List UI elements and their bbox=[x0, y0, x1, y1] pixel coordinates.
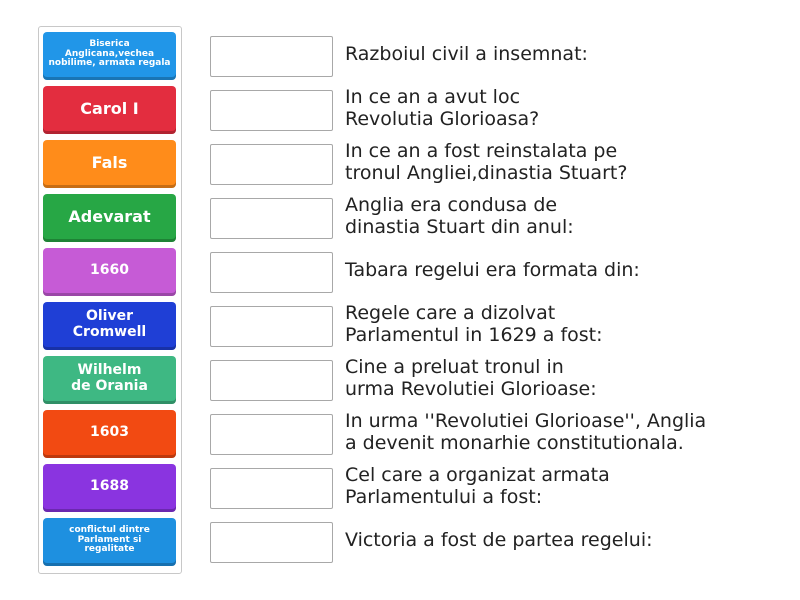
question-line-2: Revolutia Glorioasa? bbox=[345, 108, 540, 130]
question-text bbox=[345, 354, 785, 402]
answer-label: Fals bbox=[91, 152, 128, 172]
question-line-1: In ce an a avut loc bbox=[345, 86, 521, 108]
answer-label: conflictul dintre Parlament si regalitate bbox=[69, 524, 150, 555]
answer-label: Oliver Cromwell bbox=[72, 307, 147, 340]
answer-card[interactable] bbox=[43, 194, 176, 242]
answer-card[interactable] bbox=[43, 140, 176, 188]
answer-card[interactable] bbox=[43, 32, 176, 80]
drop-slot[interactable] bbox=[210, 90, 333, 131]
answer-label: Adevarat bbox=[68, 206, 151, 226]
answer-card[interactable] bbox=[43, 248, 176, 296]
answer-card[interactable] bbox=[43, 356, 176, 404]
drop-slot[interactable] bbox=[210, 468, 333, 509]
question-line-2: a devenit monarhie constitutionala. bbox=[345, 432, 684, 454]
drop-slot[interactable] bbox=[210, 144, 333, 185]
question-line-1: Razboiul civil a insemnat: bbox=[345, 43, 588, 65]
question-text bbox=[345, 516, 785, 564]
answer-label: Wilhelm de Orania bbox=[71, 361, 148, 394]
answer-label: 1660 bbox=[90, 261, 129, 278]
answer-card[interactable] bbox=[43, 464, 176, 512]
question-line-2: dinastia Stuart din anul: bbox=[345, 216, 574, 238]
drop-slot[interactable] bbox=[210, 36, 333, 77]
question-line-1: Cel care a organizat armata bbox=[345, 464, 610, 486]
answer-card[interactable] bbox=[43, 410, 176, 458]
question-text bbox=[345, 300, 785, 348]
answer-card[interactable] bbox=[43, 518, 176, 566]
question-line-1: Victoria a fost de partea regelui: bbox=[345, 529, 653, 551]
question-text bbox=[345, 84, 785, 132]
answer-card[interactable] bbox=[43, 302, 176, 350]
drop-slot[interactable] bbox=[210, 198, 333, 239]
drop-slot[interactable] bbox=[210, 522, 333, 563]
question-text bbox=[345, 246, 785, 294]
answer-label: 1688 bbox=[90, 477, 129, 494]
answer-card[interactable] bbox=[43, 86, 176, 134]
question-text bbox=[345, 462, 785, 510]
drop-slot[interactable] bbox=[210, 306, 333, 347]
question-line-1: Tabara regelui era formata din: bbox=[345, 259, 640, 281]
question-line-1: Anglia era condusa de bbox=[345, 194, 558, 216]
question-line-2: Parlamentului a fost: bbox=[345, 486, 543, 508]
question-line-1: Cine a preluat tronul in bbox=[345, 356, 564, 378]
answer-label: 1603 bbox=[90, 423, 129, 440]
question-line-2: tronul Angliei,dinastia Stuart? bbox=[345, 162, 628, 184]
drop-slot[interactable] bbox=[210, 252, 333, 293]
question-line-1: In ce an a fost reinstalata pe bbox=[345, 140, 618, 162]
question-text bbox=[345, 192, 785, 240]
question-text bbox=[345, 408, 785, 456]
question-text bbox=[345, 138, 785, 186]
question-text bbox=[345, 30, 785, 78]
answer-label: Biserica Anglicana,vechea nobilime, armata regala bbox=[48, 38, 171, 69]
drop-slot[interactable] bbox=[210, 414, 333, 455]
question-line-2: Parlamentul in 1629 a fost: bbox=[345, 324, 603, 346]
question-line-2: urma Revolutiei Glorioase: bbox=[345, 378, 597, 400]
answer-label: Carol I bbox=[80, 98, 139, 118]
question-line-1: Regele care a dizolvat bbox=[345, 302, 556, 324]
drop-slot[interactable] bbox=[210, 360, 333, 401]
question-line-1: In urma ''Revolutiei Glorioase'', Anglia bbox=[345, 410, 707, 432]
